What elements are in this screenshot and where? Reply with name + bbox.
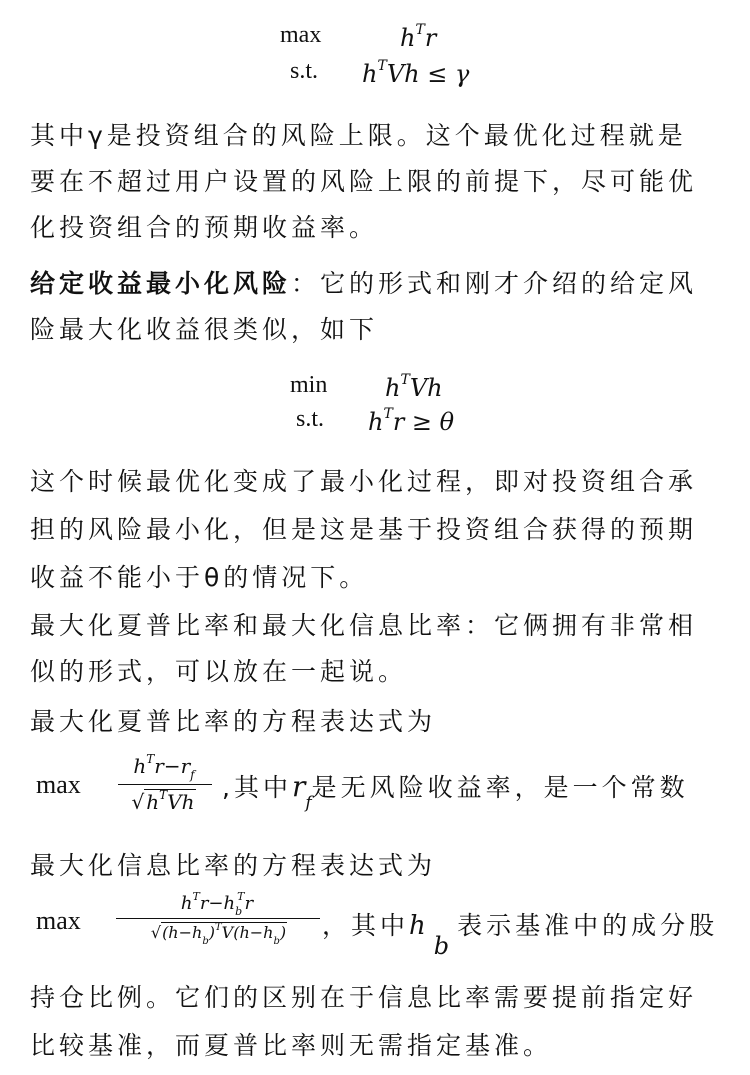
- p6-line-1: 持仓比例。它们的区别在于信息比率需要提前指定好: [30, 983, 698, 1012]
- eq1-op-st: s.t.: [290, 58, 319, 84]
- eq1-objective: $h^Tr$: [400, 22, 437, 52]
- eq3-caption: ,其中$r_f$是无风险收益率，是一个常数: [222, 770, 689, 813]
- p2-bold-heading: 给定收益最小化风险: [30, 269, 292, 298]
- p2-line-2: 险最大化收益很类似，如下: [30, 315, 379, 344]
- eq3-numerator: $h^Tr-r_f$: [133, 752, 195, 782]
- eq4-caption: ，其中$h_b$表示基准中的成分股: [322, 911, 719, 960]
- eq1-op-max: max: [280, 22, 322, 48]
- p1-line-3: 化投资组合的预期收益率。: [30, 213, 379, 242]
- eq1-constraint: $h^TVh \le \gamma$: [362, 58, 470, 88]
- eq2-op-min: min: [290, 372, 328, 398]
- p2-line-1: 给定收益最小化风险：它的形式和刚才介绍的给定风: [30, 269, 698, 298]
- p1-line-2: 要在不超过用户设置的风险上限的前提下，尽可能优: [30, 167, 698, 196]
- eq3-op-max: max: [36, 770, 81, 799]
- eq4-hb: $h_b$: [409, 911, 450, 960]
- eq4-fraction-bar: [116, 918, 320, 919]
- eq3-denominator: √ $h^TVh$: [131, 788, 195, 814]
- p4-line-2: 似的形式，可以放在一起说。: [30, 657, 408, 686]
- eq2-constraint: $h^Tr \ge \theta$: [368, 406, 455, 436]
- p4-line-1: 最大化夏普比率和最大化信息比率：它俩拥有非常相: [30, 611, 698, 640]
- p4-line-3: 最大化夏普比率的方程表达式为: [30, 707, 437, 736]
- p3-line-1: 这个时候最优化变成了最小化过程，即对投资组合承: [30, 467, 698, 496]
- eq4-op-max: max: [36, 906, 81, 935]
- p3-line-3: 收益不能小于θ的情况下。: [30, 563, 369, 592]
- eq3-fraction-bar: [118, 784, 212, 785]
- eq2-op-st: s.t.: [296, 406, 325, 432]
- eq2-objective: $h^TVh$: [385, 372, 443, 402]
- eq3-rf: $r_f$: [291, 770, 312, 813]
- eq4-denominator: $√(h-h_b)^TV(h-h_b)$: [150, 922, 287, 947]
- p5-line-1: 最大化信息比率的方程表达式为: [30, 851, 437, 880]
- p6-line-2: 比较基准，而夏普比率则无需指定基准。: [30, 1031, 553, 1060]
- p3-line-2: 担的风险最小化，但是这是基于投资组合获得的预期: [30, 515, 698, 544]
- eq4-numerator: $h^Tr-h_b^Tr$: [180, 890, 254, 918]
- p1-line-1: 其中γ是投资组合的风险上限。这个最优化过程就是: [30, 121, 687, 150]
